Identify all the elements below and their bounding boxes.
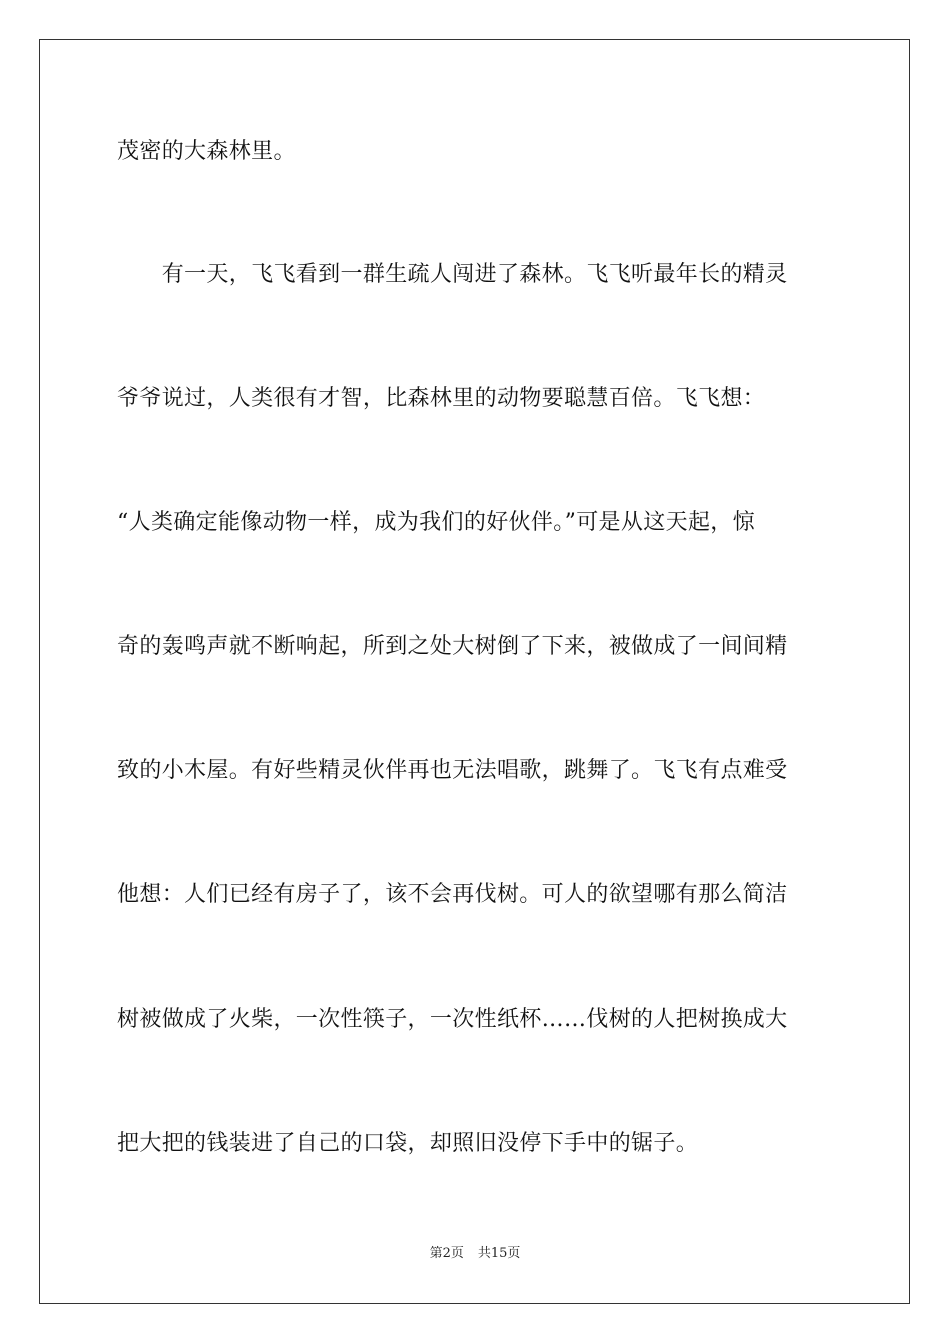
- text-line: 把大把的钱装进了自己的口袋，却照旧没停下手中的锯子。: [117, 1131, 699, 1156]
- text-line: 爷爷说过，人类很有才智，比森林里的动物要聪慧百倍。飞飞想：: [117, 386, 766, 411]
- text-line: 奇的轰鸣声就不断响起，所到之处大树倒了下来，被做成了一间间精: [117, 634, 788, 659]
- text-line: 树被做成了火柴，一次性筷子，一次性纸杯……伐树的人把树换成大: [117, 1007, 788, 1032]
- page-footer: [0, 1245, 950, 1263]
- page-number: 第2页: [429, 1246, 464, 1261]
- page-frame: [39, 39, 910, 1304]
- text-line: 茂密的大森林里。: [117, 139, 296, 164]
- text-line: 他想：人们已经有房子了，该不会再伐树。可人的欲望哪有那么简洁: [117, 882, 788, 907]
- text-line: “人类确定能像动物一样，成为我们的好伙伴。”可是从这天起，惊: [117, 510, 755, 535]
- text-line: 致的小木屋。有好些精灵伙伴再也无法唱歌，跳舞了。飞飞有点难受: [117, 758, 788, 783]
- text-line: 有一天，飞飞看到一群生疏人闯进了森林。飞飞听最年长的精灵: [117, 262, 788, 287]
- total-pages: 共15页: [477, 1246, 521, 1261]
